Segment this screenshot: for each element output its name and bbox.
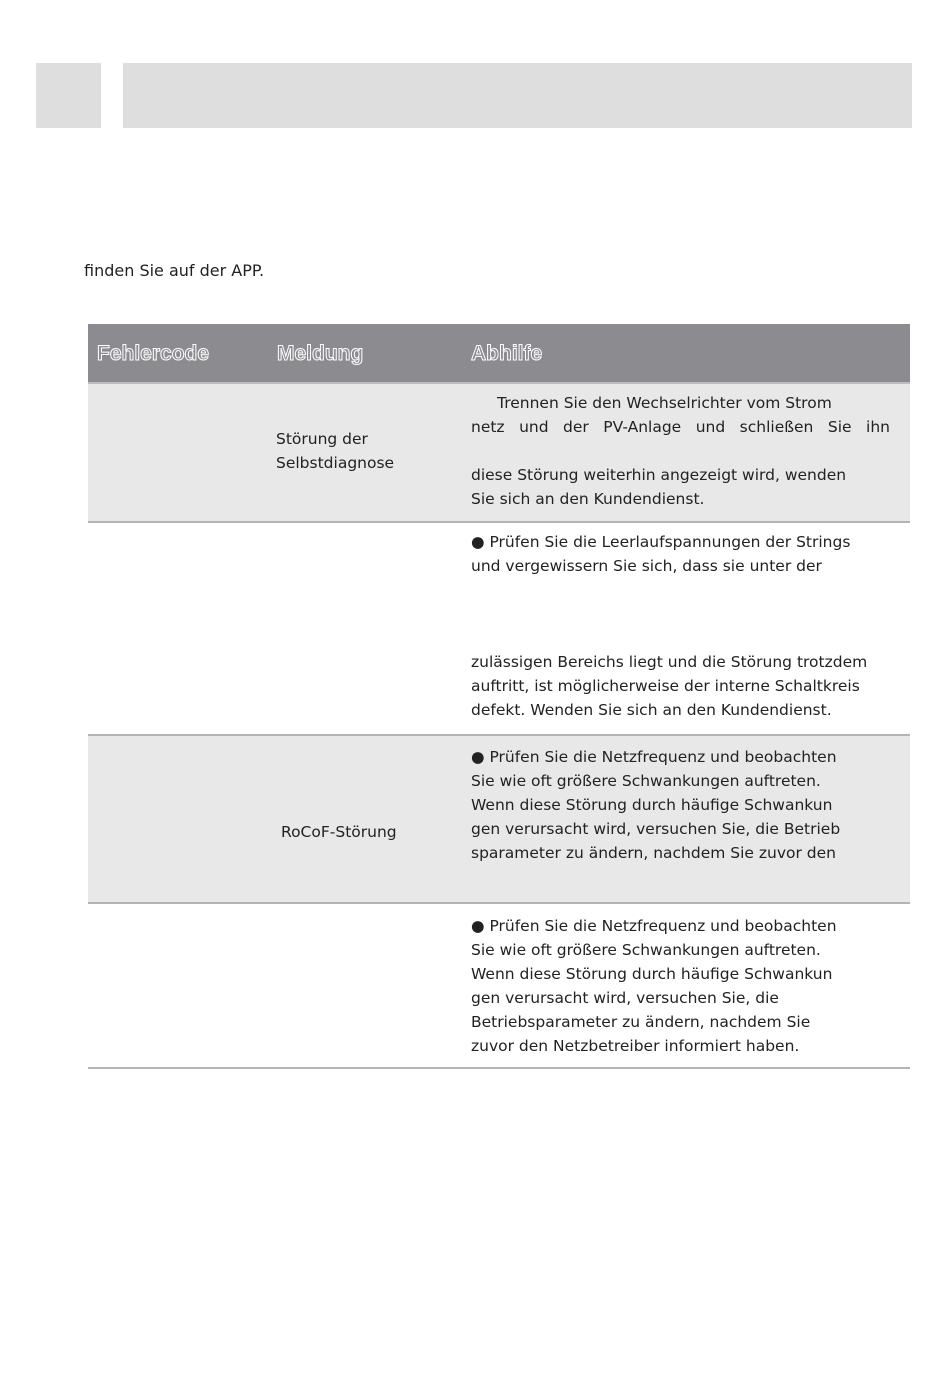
remedy-line: Sie wie oft größere Schwankungen auftreten.	[471, 772, 821, 790]
remedy-line: Wenn diese Störung durch häufige Schwankun	[471, 965, 833, 983]
remedy-line: gen verursacht wird, versuchen Sie, die	[471, 989, 779, 1007]
intro-text: finden Sie auf der APP.	[84, 261, 265, 280]
row-message: RoCoF-Störung	[281, 823, 397, 841]
header-fehlercode: Fehlercode	[97, 342, 210, 365]
remedy-line: Sie sich an den Kundendienst.	[471, 490, 705, 508]
table-row	[88, 904, 910, 1069]
header-abhilfe: Abhilfe	[471, 342, 543, 365]
remedy-line: auftritt, ist möglicherweise der interne Schaltkreis	[471, 677, 860, 695]
remedy-line: Betriebsparameter zu ändern, nachdem Sie	[471, 1013, 811, 1031]
remedy-line: zuvor den Netzbetreiber informiert haben.	[471, 1037, 800, 1055]
remedy-line: zulässigen Bereichs liegt und die Störung trotzdem	[471, 653, 868, 671]
remedy-line: ● Prüfen Sie die Leerlaufspannungen der Strings	[471, 533, 851, 551]
header-meldung: Meldung	[277, 342, 364, 365]
table-row	[88, 384, 910, 523]
header-tab-box	[36, 63, 101, 128]
remedy-line: diese Störung weiterhin angezeigt wird, wenden	[471, 466, 847, 484]
row-message: Störung der Selbstdiagnose	[276, 430, 395, 472]
remedy-line: gen verursacht wird, versuchen Sie, die Betrieb	[471, 820, 841, 838]
remedy-line: Wenn diese Störung durch häufige Schwankun	[471, 796, 833, 814]
remedy-line: defekt. Wenden Sie sich an den Kundendienst.	[471, 701, 832, 719]
remedy-line: und vergewissern Sie sich, dass sie unter der	[471, 557, 822, 575]
table-row	[88, 523, 910, 736]
error-code-table	[88, 324, 910, 1069]
header-title-bar	[123, 63, 912, 128]
remedy-line: netz und der PV-Anlage und schließen Sie ihn	[471, 418, 890, 436]
remedy-line: ● Prüfen Sie die Netzfrequenz und beobachten	[471, 917, 837, 935]
remedy-line: Sie wie oft größere Schwankungen auftreten.	[471, 941, 821, 959]
table-row	[88, 736, 910, 904]
remedy-line: sparameter zu ändern, nachdem Sie zuvor den	[471, 844, 836, 862]
table-header	[88, 324, 910, 384]
remedy-line: ● Prüfen Sie die Netzfrequenz und beobachten	[471, 748, 837, 766]
remedy-line: Trennen Sie den Wechselrichter vom Strom	[497, 394, 832, 412]
